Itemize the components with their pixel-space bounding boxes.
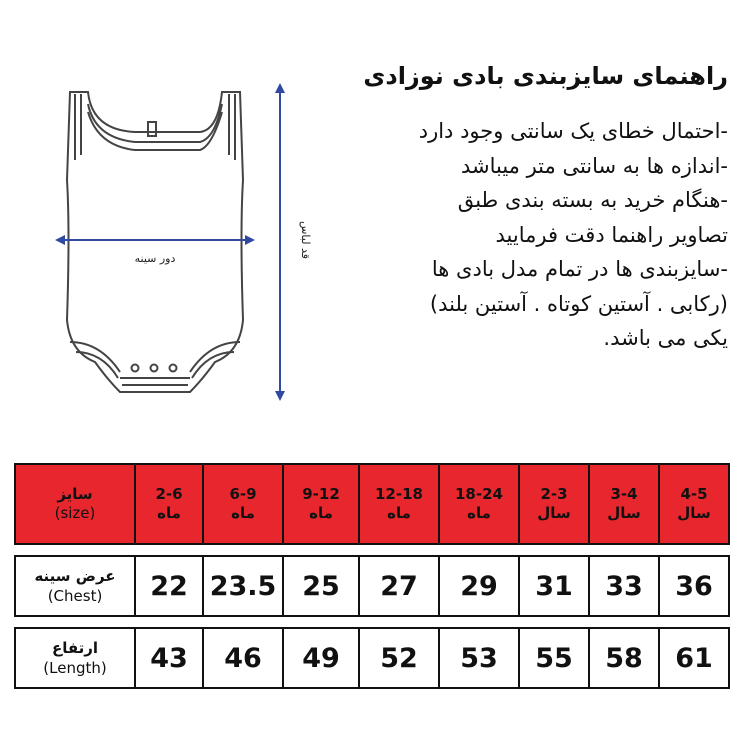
chest-value: 31	[519, 556, 589, 616]
page-title: راهنمای سایزبندی بادی نوزادی	[363, 62, 728, 90]
size-unit: ماه	[231, 504, 255, 522]
size-range: 12-18	[375, 485, 423, 503]
length-value: 52	[359, 628, 439, 688]
length-value: 61	[659, 628, 729, 688]
chest-value: 22	[135, 556, 203, 616]
chest-value: 36	[659, 556, 729, 616]
chest-value: 23.5	[203, 556, 283, 616]
size-header-label: سایز	[57, 485, 93, 503]
length-value: 55	[519, 628, 589, 688]
length-label-cell	[15, 628, 135, 688]
notes-list	[308, 114, 728, 356]
table-header-row	[15, 464, 729, 544]
size-cell	[659, 464, 729, 544]
length-row-label: ارتفاع	[51, 639, 99, 657]
size-header-cell	[15, 464, 135, 544]
length-row-label-en: (Length)	[43, 659, 107, 677]
size-table	[14, 463, 730, 689]
size-unit: ماه	[157, 504, 181, 522]
note-line: یکی می باشد.	[603, 326, 728, 350]
size-range: 3-4	[610, 485, 638, 503]
note-line: -هنگام خرید به بسته بندی طبق	[457, 188, 728, 212]
size-cell	[519, 464, 589, 544]
size-unit: سال	[537, 504, 571, 522]
chest-label-cell	[15, 556, 135, 616]
note-line: -احتمال خطای یک سانتی وجود دارد	[418, 119, 728, 143]
size-unit: ماه	[387, 504, 411, 522]
size-unit: سال	[677, 504, 711, 522]
size-cell	[203, 464, 283, 544]
length-value: 53	[439, 628, 519, 688]
chest-value: 25	[283, 556, 359, 616]
size-range: 4-5	[680, 485, 708, 503]
note-line: (رکابی . آستین کوتاه . آستین بلند)	[429, 291, 728, 316]
chest-row-label: عرض سینه	[34, 567, 116, 585]
length-label: قد لباس	[299, 221, 312, 259]
size-cell	[439, 464, 519, 544]
size-range: 2-6	[155, 485, 183, 503]
size-range: 6-9	[229, 485, 257, 503]
chest-label: دور سینه	[134, 252, 176, 265]
note-line: تصاویر راهنما دقت فرمایید	[495, 222, 728, 247]
length-value: 46	[203, 628, 283, 688]
size-cell	[589, 464, 659, 544]
chest-row-label-en: (Chest)	[47, 587, 103, 605]
size-unit: سال	[607, 504, 641, 522]
note-line: -اندازه ها به سانتی متر میباشد	[460, 153, 728, 178]
chest-value: 29	[439, 556, 519, 616]
chest-value: 27	[359, 556, 439, 616]
bodysuit-outline	[67, 92, 243, 392]
size-unit: ماه	[467, 504, 491, 522]
note-line: -سایزبندی ها در تمام مدل بادی ها	[431, 257, 728, 281]
size-cell	[359, 464, 439, 544]
size-range: 2-3	[540, 485, 568, 503]
size-cell	[283, 464, 359, 544]
length-value: 49	[283, 628, 359, 688]
size-range: 9-12	[302, 485, 340, 503]
length-value: 58	[589, 628, 659, 688]
snap-buttons	[132, 365, 177, 372]
size-header-label-en: (size)	[54, 504, 96, 522]
table-spacer-row	[15, 544, 729, 556]
chest-value: 33	[589, 556, 659, 616]
length-value: 43	[135, 628, 203, 688]
size-range: 18-24	[455, 485, 503, 503]
table-spacer-row	[15, 616, 729, 628]
length-row	[15, 628, 729, 688]
chest-row	[15, 556, 729, 616]
size-cell	[135, 464, 203, 544]
size-unit: ماه	[309, 504, 333, 522]
bodysuit-diagram	[40, 80, 310, 410]
